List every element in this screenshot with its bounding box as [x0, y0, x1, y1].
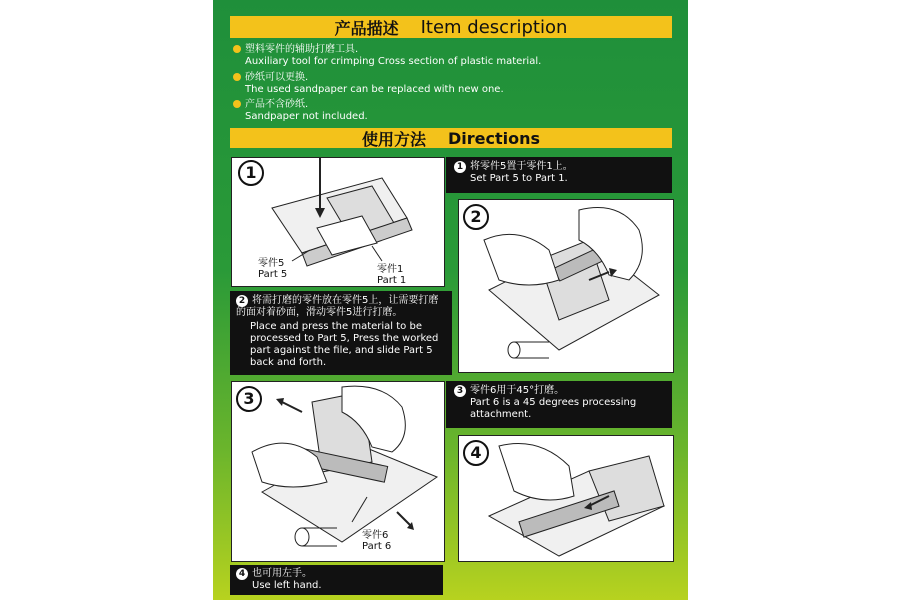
directions-cn: 使用方法	[361, 129, 426, 149]
step-number-badge: 1	[238, 160, 264, 186]
header-en: Item description	[420, 16, 568, 38]
desc-cn: 塑料零件的辅助打磨工具.	[245, 44, 359, 55]
bullet-icon	[233, 73, 241, 81]
part6-cn: 零件6	[362, 530, 389, 541]
bullet-icon	[233, 100, 241, 108]
directions-en: Directions	[447, 128, 541, 148]
step-3-text	[446, 381, 672, 428]
desc-en: Sandpaper not included.	[245, 111, 368, 122]
step-number-badge: 2	[463, 204, 489, 230]
description-item-2	[233, 72, 504, 96]
part6-en: Part 6	[362, 541, 392, 552]
step-1-text	[446, 157, 672, 193]
description-item-3	[233, 99, 368, 123]
step-cn: 将需打磨的零件放在零件5上，让需要打磨的面对着砂面，滑动零件5进行打磨。	[236, 295, 439, 318]
step-4-text	[230, 565, 443, 595]
part5-label	[258, 258, 287, 280]
left-hand-drawing	[459, 436, 673, 561]
step-4-illustration	[458, 435, 674, 562]
step-number-badge: 3	[236, 386, 262, 412]
step-cn: 也可用左手。	[252, 568, 312, 579]
angle-attachment-drawing	[232, 382, 444, 561]
item-description-header	[230, 16, 672, 38]
step-en: Use left hand.	[252, 580, 322, 591]
step-en: Part 6 is a 45 degrees processing attachment.	[470, 397, 637, 420]
step-number-icon: 2	[236, 295, 248, 307]
desc-en: Auxiliary tool for crimping Cross section of plastic material.	[245, 56, 542, 67]
part5-cn: 零件5	[258, 258, 285, 269]
description-item-1	[233, 44, 541, 68]
step-2-illustration	[458, 199, 674, 373]
part6-label	[362, 530, 391, 552]
step-cn: 零件6用于45°打磨。	[470, 385, 565, 396]
part5-en: Part 5	[258, 269, 288, 280]
directions-header	[230, 128, 672, 148]
step-number-icon: 3	[454, 385, 466, 397]
step-number-icon: 1	[454, 161, 466, 173]
part1-en: Part 1	[377, 275, 407, 286]
instruction-sheet	[213, 0, 688, 600]
step-number-badge: 4	[463, 440, 489, 466]
desc-en: The used sandpaper can be replaced with new one.	[245, 84, 504, 95]
part1-cn: 零件1	[377, 264, 404, 275]
part1-label	[377, 264, 406, 286]
hands-sanding-drawing	[459, 200, 673, 372]
step-2-text	[230, 291, 452, 375]
header-cn: 产品描述	[334, 18, 399, 38]
step-cn: 将零件5置于零件1上。	[470, 161, 573, 172]
step-en: Place and press the material to be processed to Part 5, Press the worked part against the file, and slide Part 5 back and forth.	[250, 321, 439, 368]
step-number-icon: 4	[236, 568, 248, 580]
step-3-illustration	[231, 381, 445, 562]
bullet-icon	[233, 45, 241, 53]
step-1-illustration	[231, 157, 445, 287]
desc-cn: 产品不含砂纸.	[245, 99, 309, 110]
step-en: Set Part 5 to Part 1.	[470, 173, 568, 184]
desc-cn: 砂纸可以更换.	[245, 72, 309, 83]
